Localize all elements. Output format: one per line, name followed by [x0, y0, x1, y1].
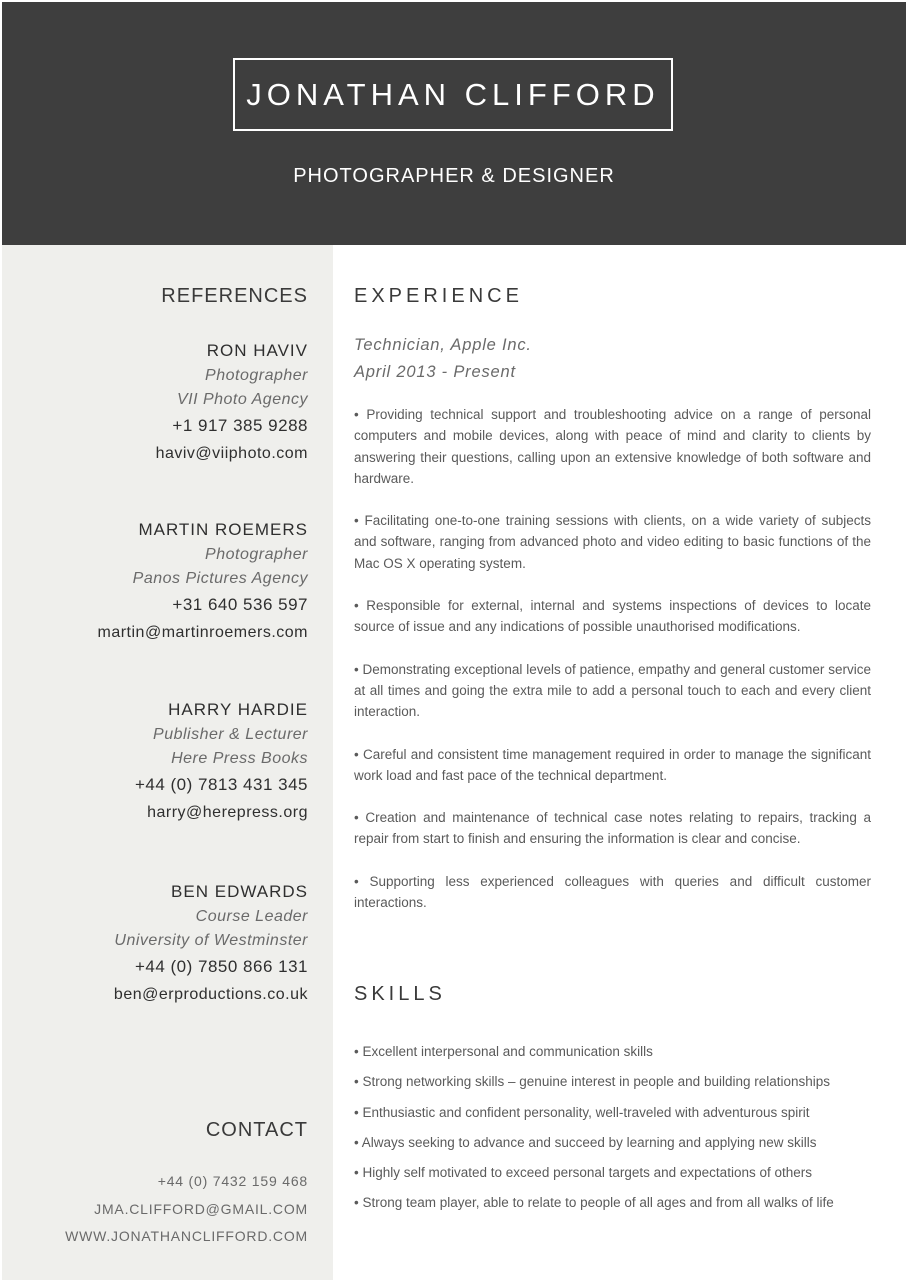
reference-role: Course Leader — [195, 908, 308, 925]
skill-item: • Strong team player, able to relate to people of all ages and from all walks of life — [354, 1195, 834, 1211]
job-subtitle: PHOTOGRAPHER & DESIGNER — [293, 165, 615, 187]
reference-organization: Panos Pictures Agency — [132, 570, 308, 587]
experience-item: • Responsible for external, internal and systems inspections of devices to locate source of issue and any indications of possible unauthorised modifications. — [354, 598, 871, 635]
experience-item: • Providing technical support and troubleshooting advice on a range of personal computers and mobile devices, along with peace of mind and clarity to clients by answering their questions, calling upon an extensive knowledge of both software and hardware. — [354, 407, 871, 486]
reference-role: Photographer — [205, 546, 308, 563]
reference-role: Photographer — [205, 367, 308, 384]
reference-email[interactable]: martin@martinroemers.com — [97, 624, 308, 641]
reference-phone: +31 640 536 597 — [172, 595, 308, 614]
experience-list — [354, 404, 871, 934]
reference-phone: +44 (0) 7850 866 131 — [134, 957, 308, 976]
skill-item: • Strong networking skills – genuine interest in people and building relationships — [354, 1074, 831, 1090]
reference-name: HARRY HARDIE — [168, 700, 308, 719]
header-banner — [2, 2, 906, 245]
experience-item: • Demonstrating exceptional levels of patience, empathy and general customer service at all times and going the extra mile to add a personal touch to each and every client interaction. — [354, 661, 871, 720]
job-info — [354, 332, 532, 386]
reference-name: BEN EDWARDS — [171, 882, 308, 901]
experience-item: • Careful and consistent time management required in order to manage the significant work load and fast pace of the technical department. — [354, 746, 871, 783]
skill-item: • Always seeking to advance and succeed by learning and applying new skills — [354, 1134, 817, 1150]
contact-heading: CONTACT — [205, 1119, 308, 1141]
reference-organization: VII Photo Agency — [176, 391, 308, 408]
references-heading: REFERENCES — [161, 285, 308, 307]
experience-heading: EXPERIENCE — [354, 285, 523, 307]
reference-organization: University of Westminster — [114, 932, 308, 949]
job-dates: April 2013 - Present — [354, 363, 516, 381]
job-title: Technician, Apple Inc. — [354, 336, 532, 354]
skills-list — [354, 1037, 894, 1219]
reference-email[interactable]: harry@herepress.org — [147, 804, 308, 821]
experience-item: • Creation and maintenance of technical case notes relating to repairs, tracking a repair from start to finish and ensuring the information is clear and concise. — [354, 810, 871, 847]
reference-email[interactable]: haviv@viiphoto.com — [155, 445, 308, 462]
reference-ron-haviv — [156, 338, 308, 468]
contact-website[interactable]: WWW.JONATHANCLIFFORD.COM — [65, 1228, 308, 1244]
contact-details — [65, 1168, 308, 1251]
reference-harry-hardie — [135, 697, 308, 827]
reference-ben-edwards — [114, 879, 308, 1009]
reference-martin-roemers — [98, 517, 309, 647]
skill-item: • Excellent interpersonal and communication skills — [354, 1044, 653, 1059]
skill-item: • Highly self motivated to exceed personal targets and expectations of others — [354, 1165, 812, 1181]
skill-item: • Enthusiastic and confident personality, well-traveled with adventurous spirit — [354, 1104, 810, 1120]
reference-role: Publisher & Lecturer — [153, 726, 308, 743]
candidate-name: JONATHAN CLIFFORD — [246, 76, 660, 112]
skills-heading: SKILLS — [354, 983, 446, 1005]
experience-item: • Facilitating one-to-one training sessions with clients, on a wide variety of subjects and software, ranging from advanced photo and video editing to basic functions of the Mac OS X operating system. — [354, 513, 871, 571]
reference-name: RON HAVIV — [206, 341, 308, 360]
reference-phone: +44 (0) 7813 431 345 — [134, 775, 308, 794]
reference-organization: Here Press Books — [171, 750, 308, 767]
experience-item: • Supporting less experienced colleagues with queries and difficult customer interactions. — [354, 873, 871, 911]
reference-email[interactable]: ben@erproductions.co.uk — [113, 986, 308, 1003]
name-frame — [233, 58, 673, 131]
contact-phone: +44 (0) 7432 159 468 — [157, 1173, 308, 1189]
reference-phone: +1 917 385 9288 — [172, 416, 308, 435]
reference-name: MARTIN ROEMERS — [138, 520, 308, 539]
contact-email[interactable]: JMA.CLIFFORD@GMAIL.COM — [94, 1200, 308, 1217]
